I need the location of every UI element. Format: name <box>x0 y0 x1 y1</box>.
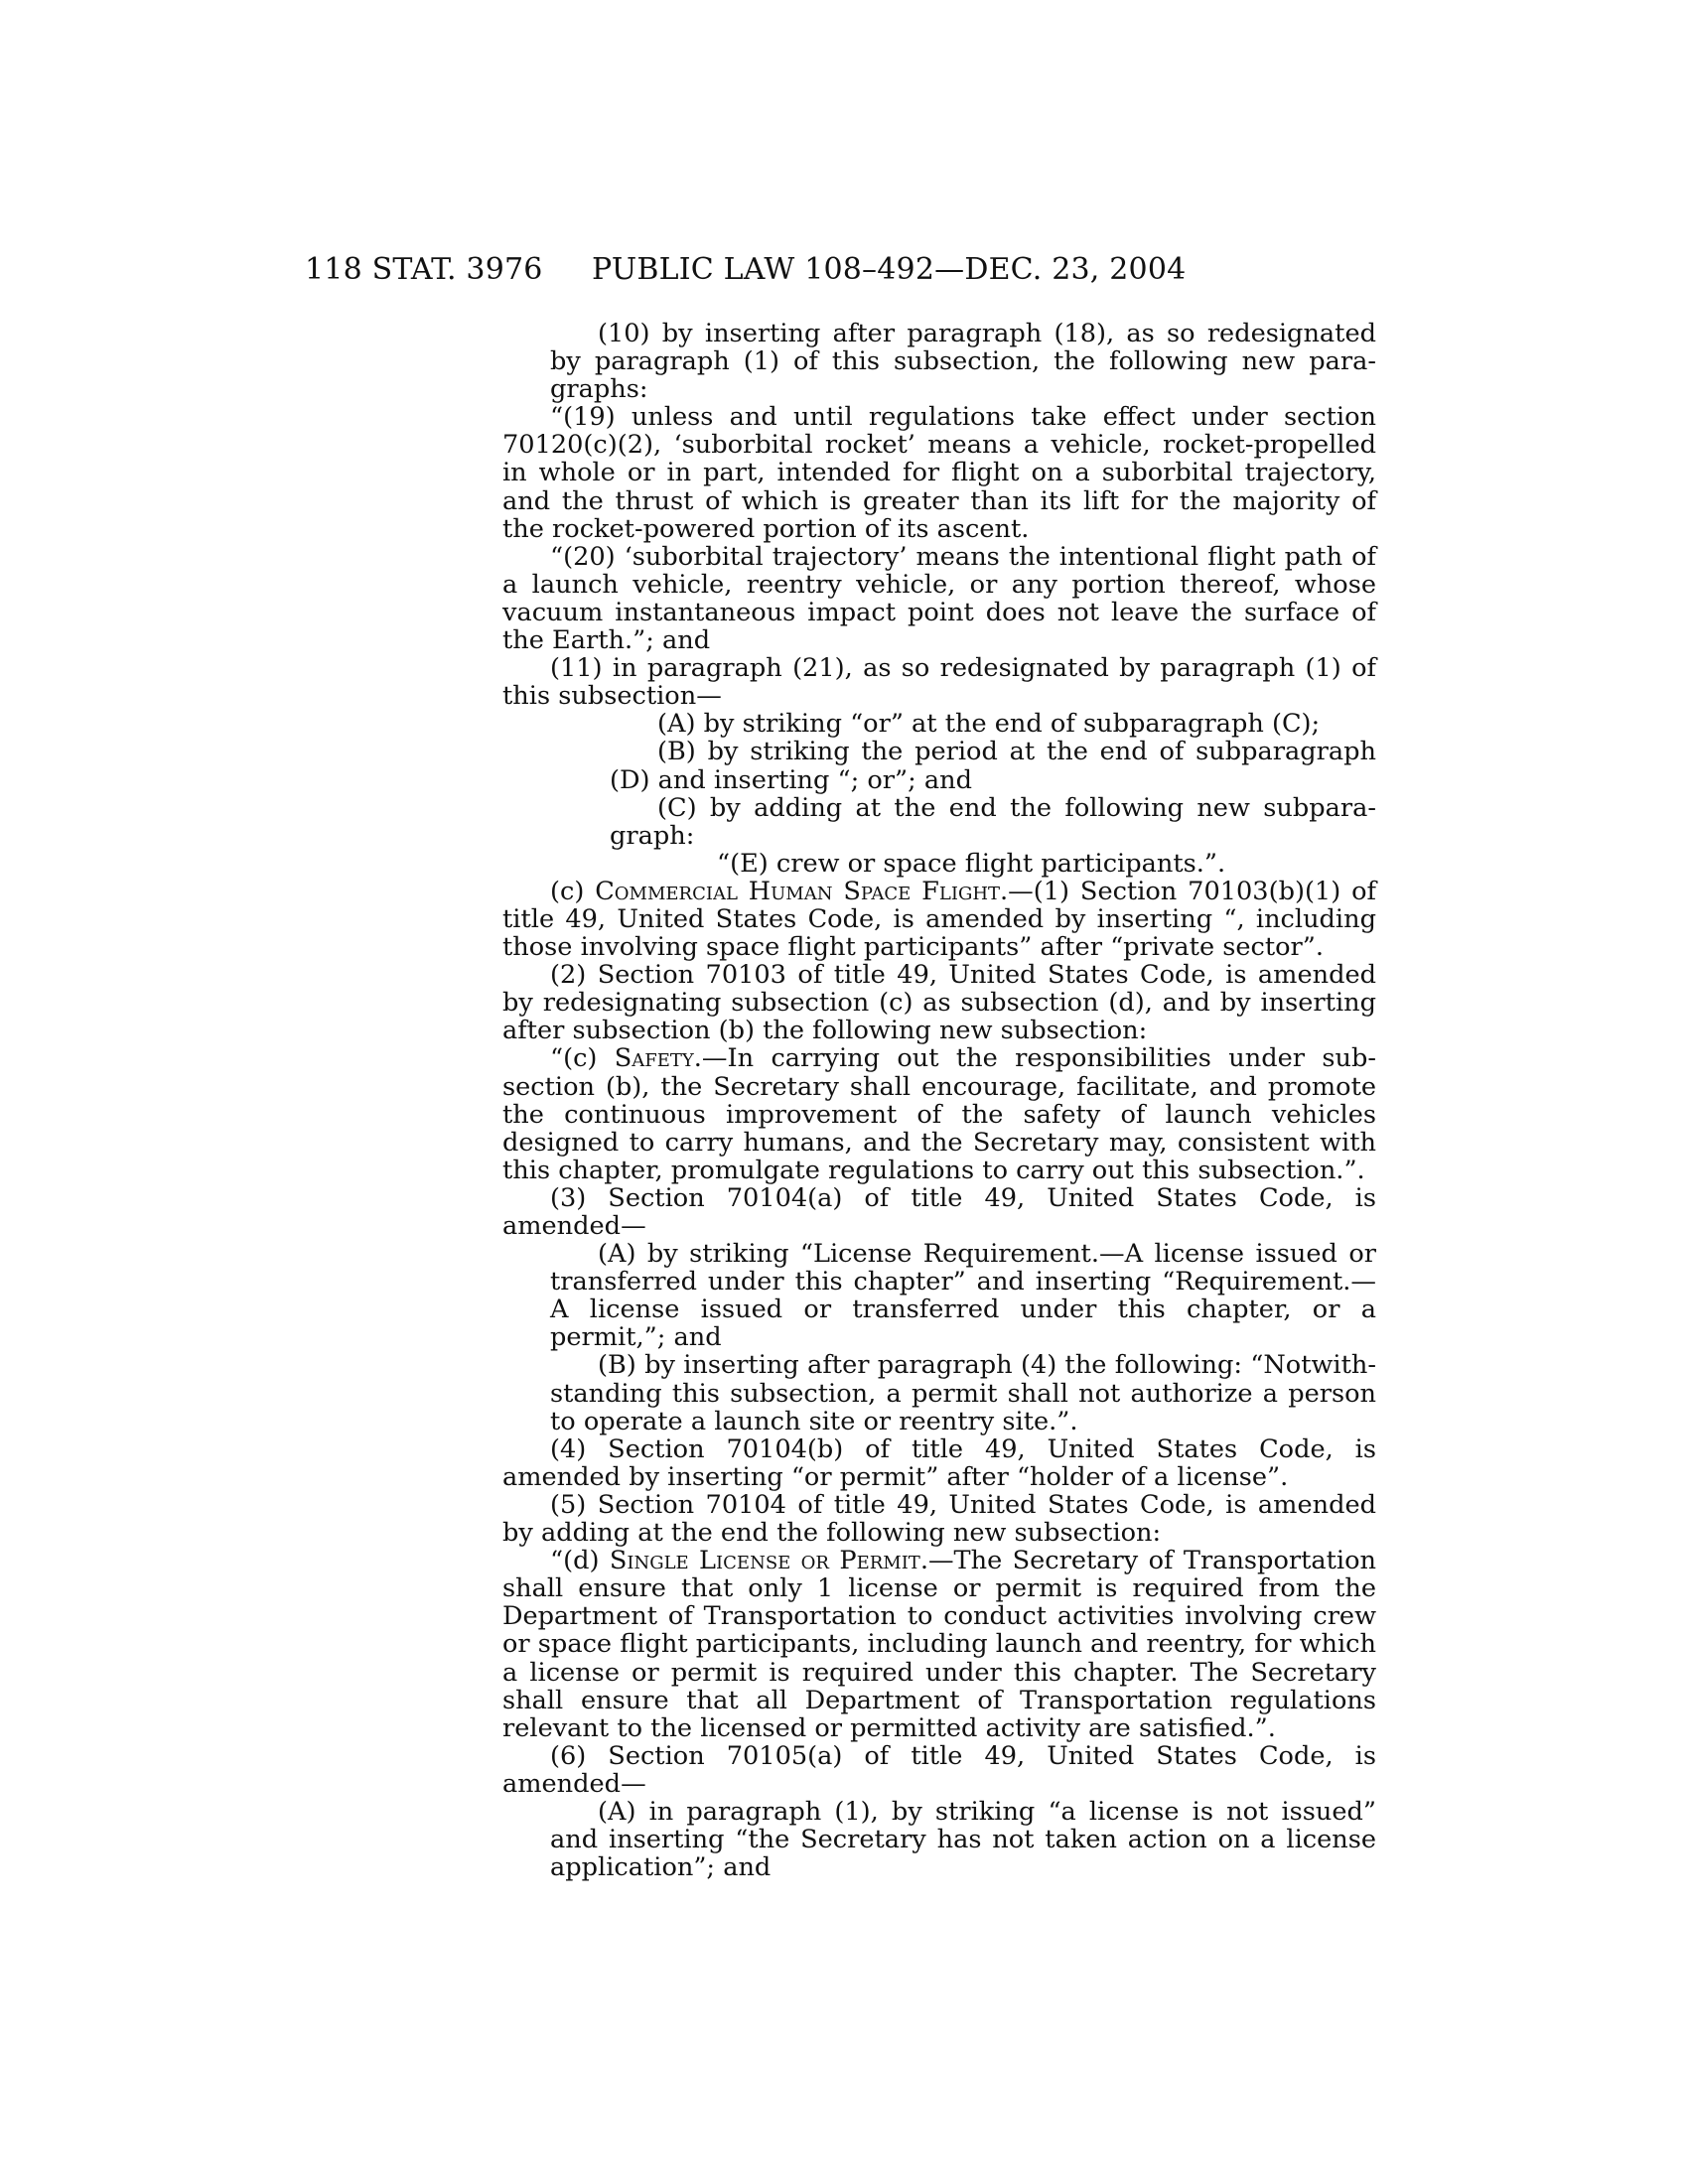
subparagraph-b-strike-period: (B) by striking the period at the end of subparagraph (D) and inserting “; or”; and <box>610 737 1376 795</box>
subparagraph-a-paragraph-1: (A) in paragraph (1), by striking “a license is not issued” and inserting “the Secretary has not taken action on a license application”; and <box>550 1796 1376 1883</box>
subparagraph-e-crew: “(E) crew or space flight participants.”. <box>717 848 1226 879</box>
single-license-prefix: “(d) <box>550 1546 610 1576</box>
paragraph-19-definition: “(19) unless and until regulations take effect under section 70120(c)(2), ‘suborbital rocket’ means a vehicle, rocket-propelled in whole or in part, intended for flight on a suborbital trajectory, and the thrust of which is greater than its lift for the majority of the rocket-powered portion of its ascent. <box>502 402 1376 544</box>
paragraph-5-section-70104: (5) Section 70104 of title 49, United States Code, is amended by adding at the end the following new subsection: <box>502 1489 1376 1549</box>
subparagraph-a-license-requirement: (A) by striking “License Requirement.—A license issued or transferred under this chapter” and inserting “Requirement.—A license issued or transferred under this chapter, or a permit,”; and <box>550 1239 1376 1353</box>
subsection-c-heading: Commercial Human Space Flight <box>595 876 1001 906</box>
paragraph-2-section-70103: (2) Section 70103 of title 49, United States Code, is amended by redesignating subsection (c) as subsection (d), and by inserting after subsection (b) the following new subsection: <box>502 960 1376 1046</box>
single-license-text: .—The Secretary of Transportation shall ensure that only 1 license or permit is required from the Department of Transportation to conduct activities involving crew or space flight participants, including launch and reentry, for which a license or permit is required under this chapter. The Secretary shall ensure that all Department of Transportation regulations relevant to the licensed or permitted activity are satisfied.”. <box>502 1546 1376 1743</box>
public-law-title: PUBLIC LAW 108–492—DEC. 23, 2004 <box>592 252 1187 287</box>
paragraph-20-definition: “(20) ‘suborbital trajectory’ means the intentional flight path of a launch vehicle, reentry vehicle, or any portion thereof, whose vacuum instantaneous impact point does not leave the surface of the Earth.”; and <box>502 541 1376 656</box>
safety-heading: Safety <box>614 1043 694 1074</box>
safety-text: .—In carrying out the responsibilities under subsection (b), the Secretary shall encourage, facilitate, and promote the continuous improvement of the safety of launch vehicles designed to carry humans, and the Secretary may, consistent with this chapter, promulgate regulations to carry out this subsection.”. <box>502 1043 1376 1185</box>
paragraph-3-section-70104a: (3) Section 70104(a) of title 49, United States Code, is amended— <box>502 1182 1376 1241</box>
subsection-c-commercial-human-space-flight <box>502 878 1376 961</box>
single-license-heading: Single License or Permit <box>609 1546 920 1576</box>
page-header <box>0 252 1688 292</box>
subsection-c-safety <box>502 1044 1376 1183</box>
safety-prefix: “(c) <box>550 1043 615 1074</box>
statute-page-number: 118 STAT. 3976 <box>305 252 543 287</box>
subsection-c-text: .—(1) Section 70103(b)(1) of title 49, United States Code, is amended by inserting “, including those involving space flight participants” after “private sector”. <box>502 876 1376 963</box>
paragraph-4-section-70104b: (4) Section 70104(b) of title 49, United States Code, is amended by inserting “or permit” after “holder of a license”. <box>502 1433 1376 1492</box>
paragraph-10: (10) by inserting after paragraph (18), as so redesignated by paragraph (1) of this subsection, the following new paragraphs: <box>550 319 1376 405</box>
document-body <box>502 320 1376 1881</box>
subparagraph-a-strike-or: (A) by striking “or” at the end of subparagraph (C); <box>657 709 1321 740</box>
paragraph-11: (11) in paragraph (21), as so redesignated by paragraph (1) of this subsection— <box>502 653 1376 712</box>
subparagraph-c-add-e: (C) by adding at the end the following new subparagraph: <box>610 792 1376 851</box>
subsection-d-single-license <box>502 1547 1376 1742</box>
subsection-c-prefix: (c) <box>550 876 596 906</box>
subparagraph-b-notwithstanding: (B) by inserting after paragraph (4) the following: “Notwithstanding this subsection, a permit shall not authorize a person to operate a launch site or reentry site.”. <box>550 1350 1376 1436</box>
paragraph-6-section-70105a: (6) Section 70105(a) of title 49, United States Code, is amended— <box>502 1740 1376 1799</box>
